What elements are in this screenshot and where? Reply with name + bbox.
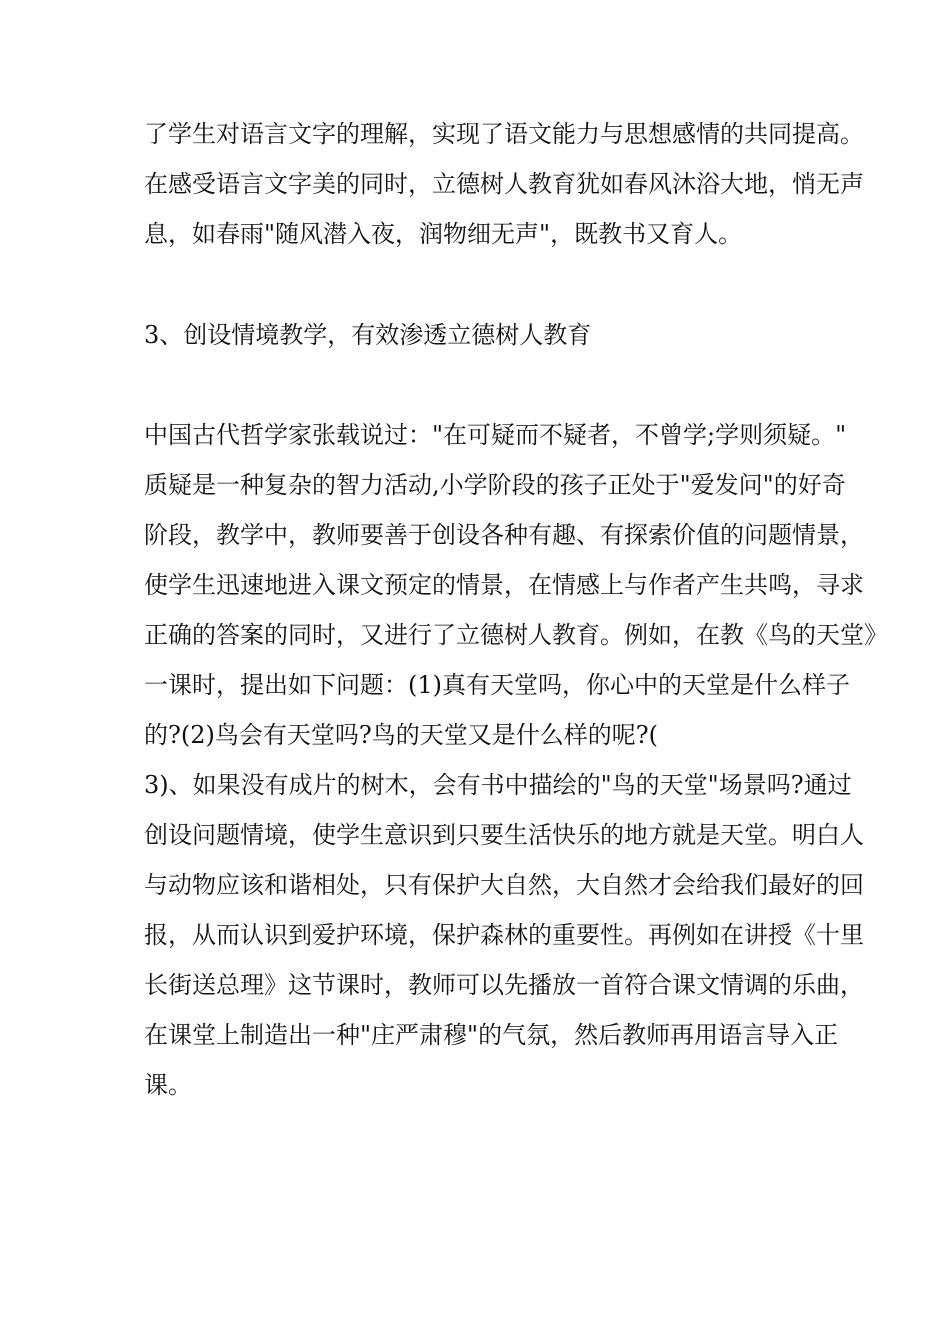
paragraph-3-line: 创设问题情境，使学生意识到只要生活快乐的地方就是天堂。明白人 [144,821,864,849]
paragraph-2-line: 一课时，提出如下问题：(1)真有天堂吗，你心中的天堂是什么样子 [144,671,850,699]
paragraph-2-line: 使学生迅速地进入课文预定的情景，在情感上与作者产生共鸣，寻求 [144,571,864,599]
paragraph-3-line: 在课堂上制造出一种"庄严肃穆"的气氛，然后教师再用语言导入正 [144,1021,839,1049]
paragraph-2-line: 中国古代哲学家张载说过："在可疑而不疑者，不曾学;学则须疑。" [144,421,847,449]
paragraph-3-line: 课。 [144,1071,192,1099]
paragraph-3-line: 与动物应该和谐相处，只有保护大自然，大自然才会给我们最好的回 [144,871,864,899]
paragraph-2-line: 正确的答案的同时，又进行了立德树人教育。例如，在教《鸟的天堂》 [144,621,888,649]
paragraph-2-line: 阶段，教学中，教师要善于创设各种有趣、有探索价值的问题情景， [144,521,864,549]
paragraph-1-line: 息，如春雨"随风潜入夜，润物细无声"，既教书又育人。 [144,220,743,248]
paragraph-2-line: 的?(2)鸟会有天堂吗?鸟的天堂又是什么样的呢?( [144,721,658,749]
paragraph-3-line: 报，从而认识到爱护环境，保护森林的重要性。再例如在讲授《十里 [144,921,864,949]
paragraph-3-line: 3)、如果没有成片的树木，会有书中描绘的"鸟的天堂"场景吗?通过 [144,771,852,799]
section-heading: 3、创设情境教学，有效渗透立德树人教育 [144,321,592,349]
paragraph-3-line: 长街送总理》这节课时，教师可以先播放一首符合课文情调的乐曲， [144,971,864,999]
paragraph-1-line: 了学生对语言文字的理解，实现了语文能力与思想感情的共同提高。 [144,120,864,148]
paragraph-2-line: 质疑是一种复杂的智力活动,小学阶段的孩子正处于"爱发问"的好奇 [144,471,846,499]
paragraph-1-line: 在感受语言文字美的同时，立德树人教育犹如春风沐浴大地，悄无声 [144,170,864,198]
